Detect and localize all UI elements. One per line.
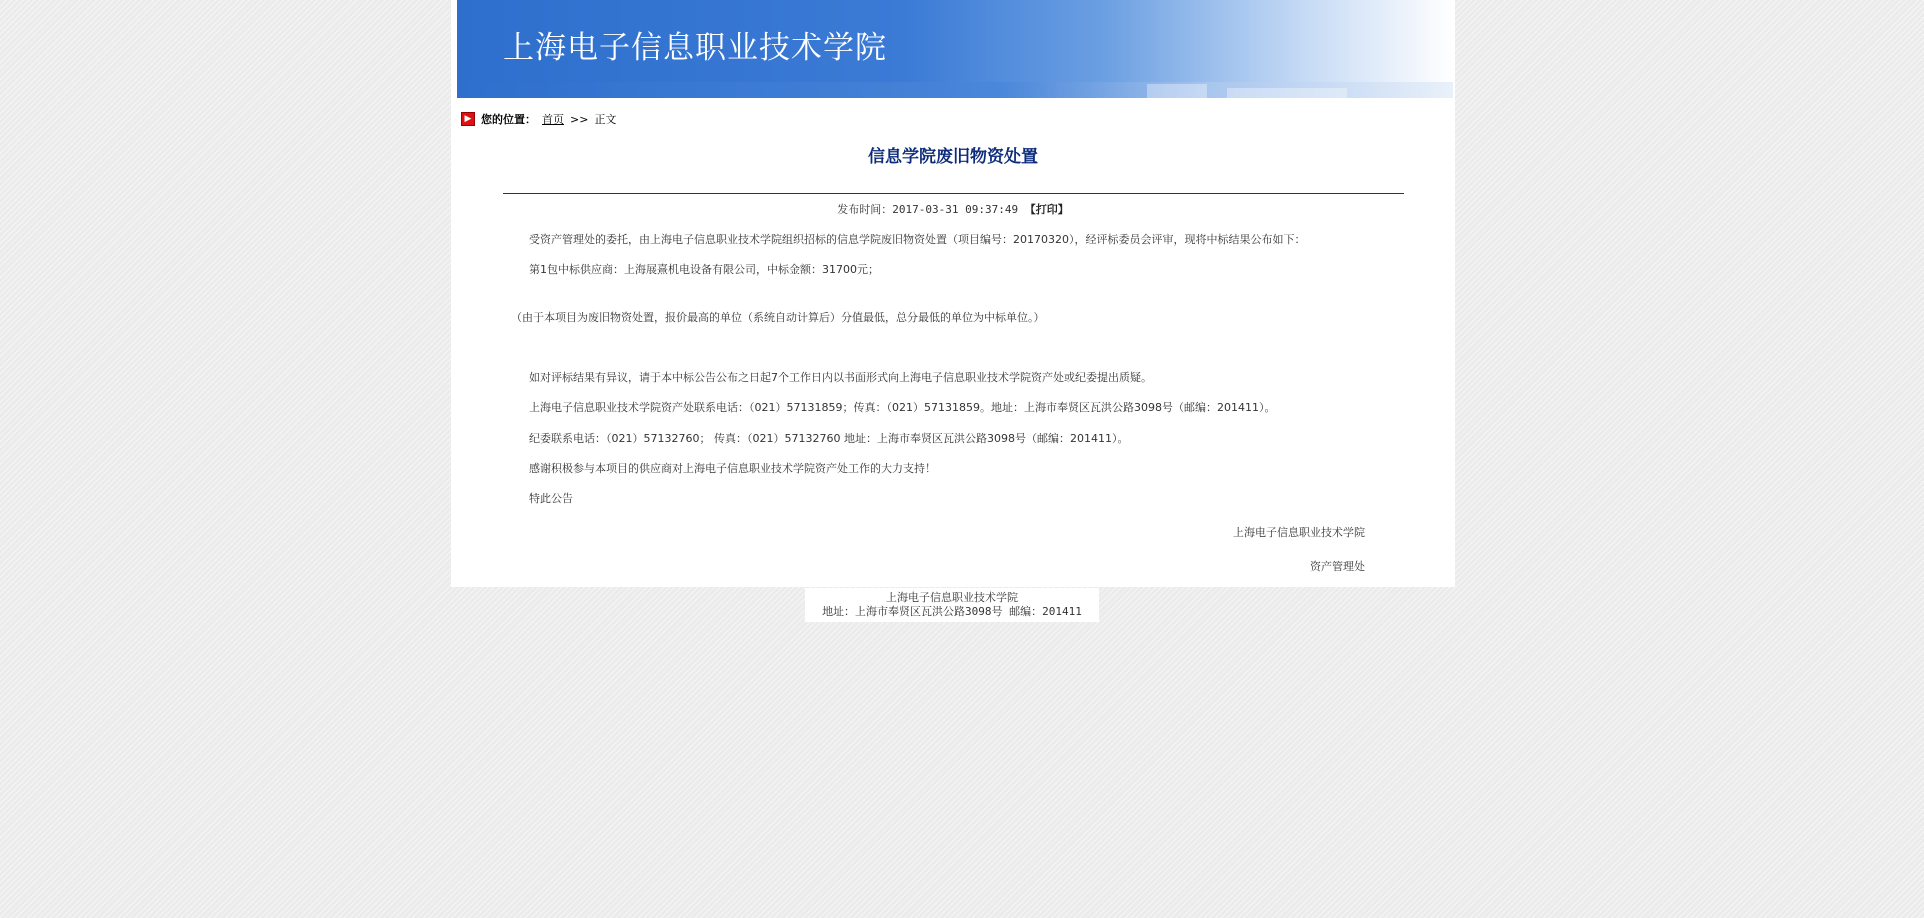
article-title: 信息学院废旧物资处置 bbox=[868, 147, 1038, 167]
article-paragraph: （由于本项目为废旧物资处置，报价最高的单位（系统自动计算后）分值最低，总分最低的单位为中标单位。） bbox=[511, 311, 1045, 324]
breadcrumb-label: 您的位置： bbox=[481, 113, 536, 126]
publish-info bbox=[451, 201, 1455, 217]
breadcrumb-home-link[interactable]: 首页 bbox=[542, 113, 564, 126]
article-paragraph: 如对评标结果有异议，请于本中标公告公布之日起7个工作日内以书面形式向上海电子信息职业技术学院资产处或纪委提出质疑。 bbox=[529, 371, 1152, 384]
banner-decoration bbox=[1227, 88, 1347, 98]
vertical-scrollbar[interactable] bbox=[1907, 0, 1924, 918]
print-link[interactable]: 【打印】 bbox=[1024, 203, 1069, 216]
signature-dept: 资产管理处 bbox=[1310, 560, 1365, 573]
banner-decoration bbox=[1147, 84, 1207, 98]
footer-org: 上海电子信息职业技术学院 bbox=[886, 591, 1018, 604]
article-paragraph: 特此公告 bbox=[529, 492, 573, 505]
article-paragraph: 纪委联系电话：（021）57132760； 传真：（021）57132760 地址：上海市奉贤区瓦洪公路3098号（邮编：201411）。 bbox=[529, 432, 1129, 445]
page-footer bbox=[805, 588, 1099, 622]
breadcrumb bbox=[461, 111, 616, 127]
footer-address: 地址：上海市奉贤区瓦洪公路3098号 邮编：201411 bbox=[822, 605, 1082, 618]
article-paragraph: 受资产管理处的委托，由上海电子信息职业技术学院组织招标的信息学院废旧物资处置（项目编号：20170320），经评标委员会评审，现将中标结果公布如下： bbox=[529, 233, 1306, 246]
publish-time: 发布时间：2017-03-31 09:37:49 bbox=[837, 203, 1019, 216]
title-divider bbox=[503, 193, 1404, 194]
signature-org: 上海电子信息职业技术学院 bbox=[1233, 526, 1365, 539]
article-paragraph: 第1包中标供应商：上海展熹机电设备有限公司，中标金额：31700元； bbox=[529, 263, 879, 276]
site-title: 上海电子信息职业技术学院 bbox=[503, 30, 887, 66]
breadcrumb-separator: >> bbox=[570, 112, 589, 126]
article-paragraph: 上海电子信息职业技术学院资产处联系电话：（021）57131859；传真：（021）57131859。地址：上海市奉贤区瓦洪公路3098号（邮编：201411）。 bbox=[529, 401, 1276, 414]
article-paragraph: 感谢积极参与本项目的供应商对上海电子信息职业技术学院资产处工作的大力支持！ bbox=[529, 462, 936, 475]
breadcrumb-current: 正文 bbox=[594, 113, 617, 126]
header-banner bbox=[457, 0, 1453, 98]
arrow-right-icon: ▶ bbox=[461, 112, 475, 126]
page-container bbox=[451, 0, 1455, 587]
